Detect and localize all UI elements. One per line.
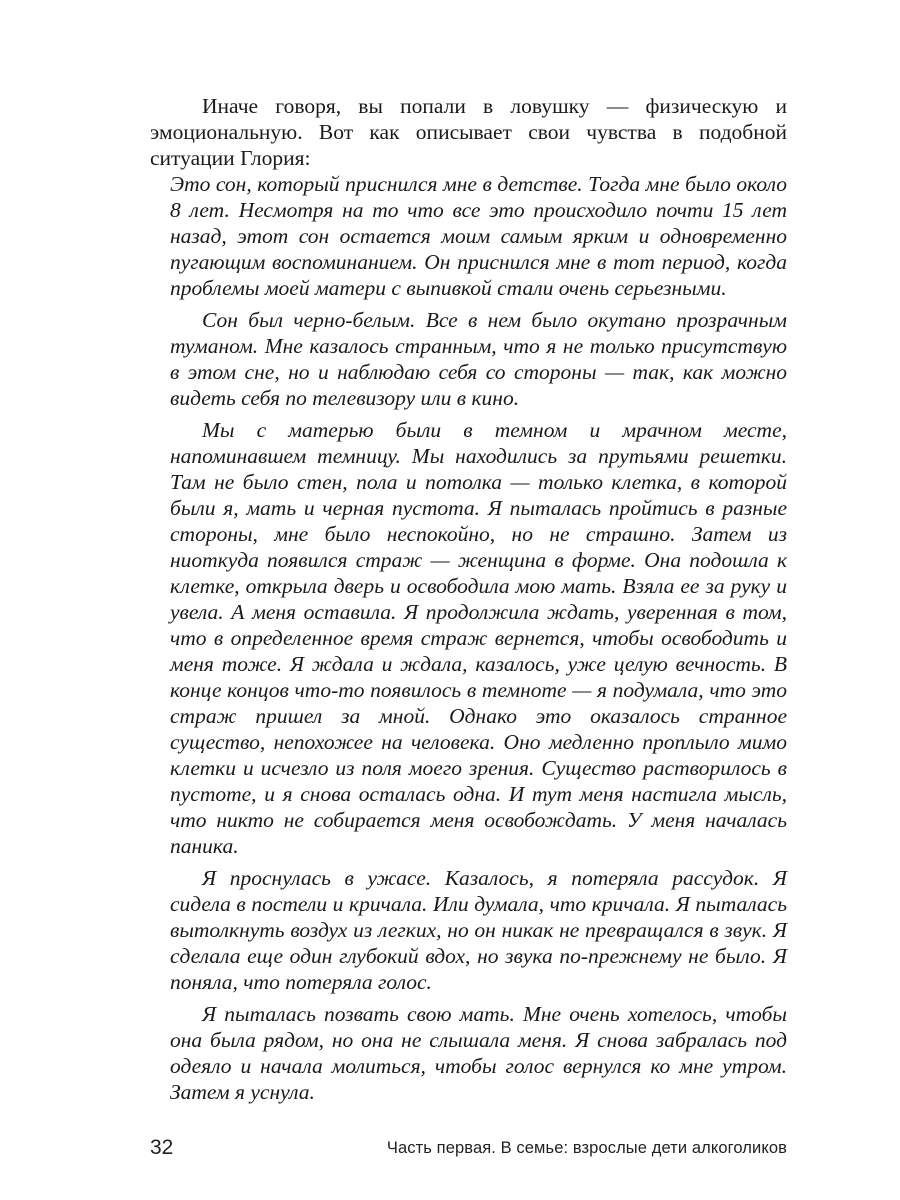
page-number: 32 xyxy=(150,1136,174,1159)
quoted-dream-account xyxy=(170,171,787,1105)
quote-paragraph-5: Я пыталась позвать свою мать. Мне очень хотелось, чтобы она была рядом, но она не слышала меня. Я снова забралась под одеяло и начала молиться, чтобы голос вернулся ко мне утром. Затем я уснула. xyxy=(170,1002,787,1104)
page-footer xyxy=(150,1136,787,1166)
quote-paragraph-4: Я проснулась в ужасе. Казалось, я потеряла рассудок. Я сидела в постели и кричала. Или думала, что кричала. Я пыталась вытолкнуть воздух из легких, но он никак не превращался в звук. Я сделала еще один глубокий вдох, но звука по-прежнему не было. Я поняла, что потеряла голос. xyxy=(170,866,787,994)
running-title: Часть первая. В семье: взрослые дети алкоголиков xyxy=(386,1139,787,1157)
quote-paragraph-3: Мы с матерью были в темном и мрачном месте, напоминавшем темницу. Мы находились за прутьями решетки. Там не было стен, пола и потолка — только клетка, в которой были я, мать и черная пустота. Я пыталась пройтись в разные стороны, мне было неспокойно, но не страшно. Затем из ниоткуда появился страж — женщина в форме. Она подошла к клетке, открыла дверь и освободила мою мать. Взяла ее за руку и увела. А меня оставила. Я продолжила ждать, уверенная в том, что в определенное время страж вернется, чтобы освободить и меня тоже. Я ждала и ждала, казалось, уже целую вечность. В конце концов что-то появилось в темноте — я подумала, что это страж пришел за мной. Однако это оказалось странное существо, непохожее на человека. Оно медленно проплыло мимо клетки и исчезло из поля моего зрения. Существо растворилось в пустоте, и я снова осталась одна. И тут меня настигла мысль, что никто не собирается меня освобождать. У меня началась паника. xyxy=(170,418,787,858)
quote-paragraph-2: Сон был черно-белым. Все в нем было окутано прозрачным туманом. Мне казалось странным, что я не только присутствую в этом сне, но и наблюдаю себя со стороны — так, как можно видеть себя по телевизору или в кино. xyxy=(170,308,787,410)
intro-paragraph: Иначе говоря, вы попали в ловушку — физическую и эмоциональную. Вот как описывает свои чувства в подобной ситуации Глория: xyxy=(150,94,787,170)
quote-paragraph-1: Это сон, который приснился мне в детстве. Тогда мне было около 8 лет. Несмотря на то что все это происходило почти 15 лет назад, этот сон остается моим самым ярким и одновременно пугающим воспоминанием. Он приснился мне в тот период, когда проблемы моей матери с выпивкой стали очень серьезными. xyxy=(170,172,787,300)
body-text xyxy=(150,93,787,1105)
